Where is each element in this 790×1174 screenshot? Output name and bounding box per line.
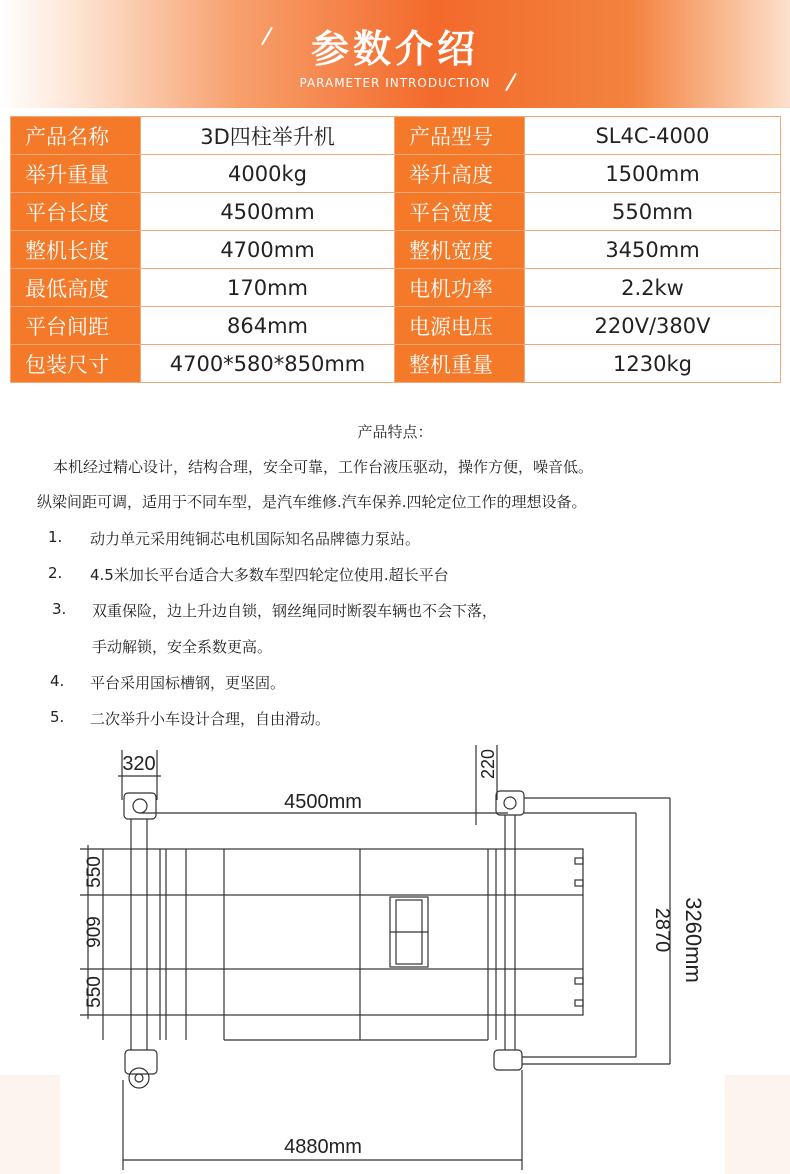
spec-row <box>11 117 781 155</box>
spec-value: 170mm <box>141 269 395 307</box>
spec-label: 举升高度 <box>395 155 525 193</box>
feature-number: 2. <box>48 564 63 582</box>
feature-item: 平台采用国标槽钢，更坚固。 <box>90 674 286 692</box>
page-subtitle: PARAMETER INTRODUCTION <box>299 76 491 90</box>
dim-3260-label: 3260mm <box>681 897 706 983</box>
spec-row <box>11 307 781 345</box>
spec-value: 1500mm <box>525 155 781 193</box>
spec-value: 3450mm <box>525 231 781 269</box>
spec-value: 2.2kw <box>525 269 781 307</box>
dim-320-label: 320 <box>122 753 156 775</box>
post-top-right <box>496 791 524 815</box>
spec-value: 4000kg <box>141 155 395 193</box>
spec-value: 4700*580*850mm <box>141 345 395 383</box>
spec-label: 整机长度 <box>11 231 141 269</box>
spec-row <box>11 345 781 383</box>
feature-number: 3. <box>52 600 67 618</box>
spec-row <box>11 193 781 231</box>
spec-value: 3D四柱举升机 <box>141 117 395 155</box>
feature-item: 双重保险，边上升边自锁，钢丝绳同时断裂车辆也不会下落， <box>92 602 498 620</box>
feature-item: 动力单元采用纯铜芯电机国际知名品牌德力泵站。 <box>90 530 421 548</box>
feature-number: 1. <box>48 528 63 546</box>
feature-item-continued: 手动解锁，安全系数更高。 <box>92 638 273 656</box>
spec-table <box>10 116 781 383</box>
spec-value: 4700mm <box>141 231 395 269</box>
dim-220-label: 220 <box>478 748 498 780</box>
feature-item: 4.5米加长平台适合大多数车型四轮定位使用.超长平台 <box>90 566 449 584</box>
post-top-left <box>124 793 156 819</box>
post-top-right-pulley <box>504 797 516 809</box>
post-bottom-right <box>494 1050 522 1070</box>
dim-550-top-label: 550 <box>84 856 105 888</box>
motor-icon <box>129 1068 149 1088</box>
feature-number: 4. <box>50 672 65 690</box>
dim-909-label: 909 <box>84 916 105 948</box>
spec-label: 平台长度 <box>11 193 141 231</box>
dim-4880-label: 4880mm <box>284 1136 362 1158</box>
spec-row <box>11 155 781 193</box>
lift-dimension-drawing <box>0 740 790 1174</box>
spec-label: 产品名称 <box>11 117 141 155</box>
spec-label: 平台间距 <box>11 307 141 345</box>
spec-value: SL4C-4000 <box>525 117 781 155</box>
runway-bottom <box>103 969 583 1015</box>
feature-item: 二次举升小车设计合理，自由滑动。 <box>90 710 331 728</box>
spec-label: 包装尺寸 <box>11 345 141 383</box>
spec-value: 864mm <box>141 307 395 345</box>
spec-value: 1230kg <box>525 345 781 383</box>
features-title: 产品特点： <box>357 423 433 441</box>
spec-value: 220V/380V <box>525 307 781 345</box>
spec-label: 举升重量 <box>11 155 141 193</box>
runway-top <box>103 849 583 895</box>
spec-label: 产品型号 <box>395 117 525 155</box>
dim-4500-label: 4500mm <box>284 791 362 813</box>
spec-label: 最低高度 <box>11 269 141 307</box>
dim-550-bottom-label: 550 <box>84 976 105 1008</box>
spec-value: 4500mm <box>141 193 395 231</box>
bg-tint-left <box>0 1075 60 1174</box>
spec-label: 电机功率 <box>395 269 525 307</box>
bg-tint-right <box>725 1075 790 1174</box>
features-intro-1: 本机经过精心设计，结构合理，安全可靠，工作台液压驱动，操作方便，噪音低。 <box>53 458 594 476</box>
header-banner <box>0 0 790 108</box>
spec-label: 整机宽度 <box>395 231 525 269</box>
dim-2870-label: 2870 <box>651 907 673 953</box>
post-top-left-pulley <box>133 799 147 813</box>
feature-number: 5. <box>50 708 65 726</box>
post-bottom-left <box>125 1050 157 1074</box>
spec-row <box>11 231 781 269</box>
spec-label: 平台宽度 <box>395 193 525 231</box>
features-intro-2: 纵梁间距可调，适用于不同车型，是汽车维修.汽车保养.四轮定位工作的理想设备。 <box>37 493 587 511</box>
spec-label: 整机重量 <box>395 345 525 383</box>
page-title: 参数介绍 <box>310 27 479 71</box>
spec-label: 电源电压 <box>395 307 525 345</box>
spec-value: 550mm <box>525 193 781 231</box>
spec-row <box>11 269 781 307</box>
